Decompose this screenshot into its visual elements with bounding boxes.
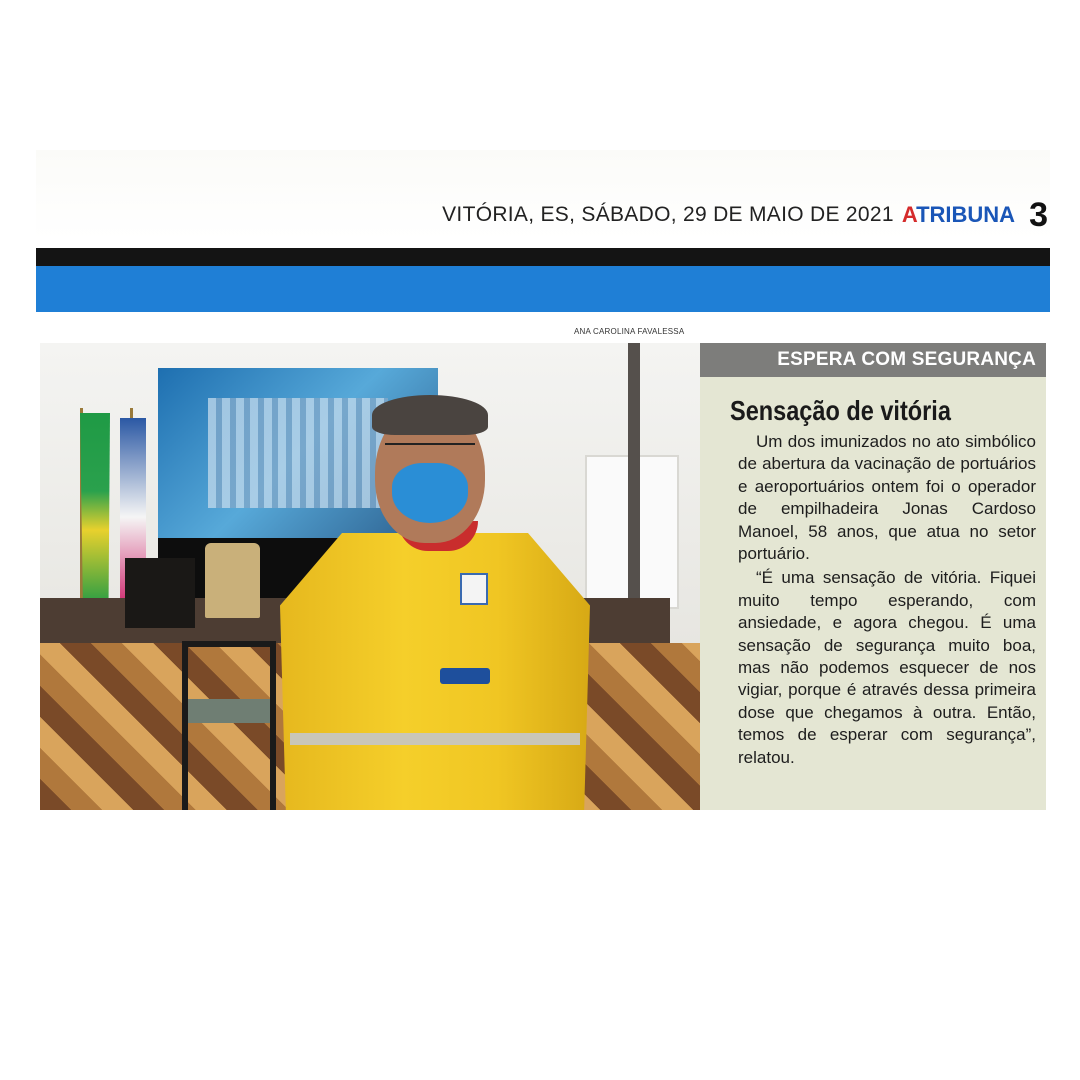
photo-pillar [628, 343, 640, 613]
photo-flag-brazil [80, 413, 110, 608]
page-number: 3 [1029, 195, 1048, 234]
article-paragraph: “É uma sensação de vitória. Fiquei muito tempo esperando, com ansiedade, e agora chegou. É uma sensação de segurança muito boa, mas não podemos esquecer de nos vigiar, porque é através dessa primeira dose que chegamos à outra. Então, temos de esperar com segurança”, relatou. [738, 568, 1036, 767]
article-headline: Sensação de vitória [730, 395, 951, 426]
photo-face-mask [392, 463, 468, 523]
article-paragraph: Um dos imunizados no ato simbólico de abertura da vacinação de portuários e aeroportuários ontem foi o operador de empilhadeira Jonas Cardoso Manoel, 58 anos, que atua no setor portuário. [738, 432, 1036, 564]
article-kicker: ESPERA COM SEGURANÇA [700, 343, 1046, 377]
newspaper-logo [902, 202, 1015, 228]
photo-yellow-jacket [280, 533, 590, 810]
article-photo [40, 343, 700, 810]
article-sidebox [700, 343, 1046, 810]
photo-credit: ANA CAROLINA FAVALESSA [574, 327, 685, 336]
photo-glasses [385, 443, 475, 459]
photo-id-badge [460, 573, 488, 605]
dateline: VITÓRIA, ES, SÁBADO, 29 DE MAIO DE 2021 [442, 203, 894, 226]
photo-reflective-stripe [290, 733, 580, 745]
logo-wordmark: TRIBUNA [916, 202, 1016, 227]
photo-hair [372, 395, 488, 435]
logo-letter-a: A [901, 202, 917, 227]
photo-armchair [205, 543, 260, 618]
masthead [36, 190, 1050, 240]
article-body [738, 431, 1036, 769]
photo-chair [182, 641, 276, 810]
header-rule-black [36, 248, 1050, 266]
photo-person [280, 393, 600, 810]
photo-jacket-logo [440, 668, 490, 684]
photo-table [125, 558, 195, 628]
header-band-blue [36, 266, 1050, 312]
